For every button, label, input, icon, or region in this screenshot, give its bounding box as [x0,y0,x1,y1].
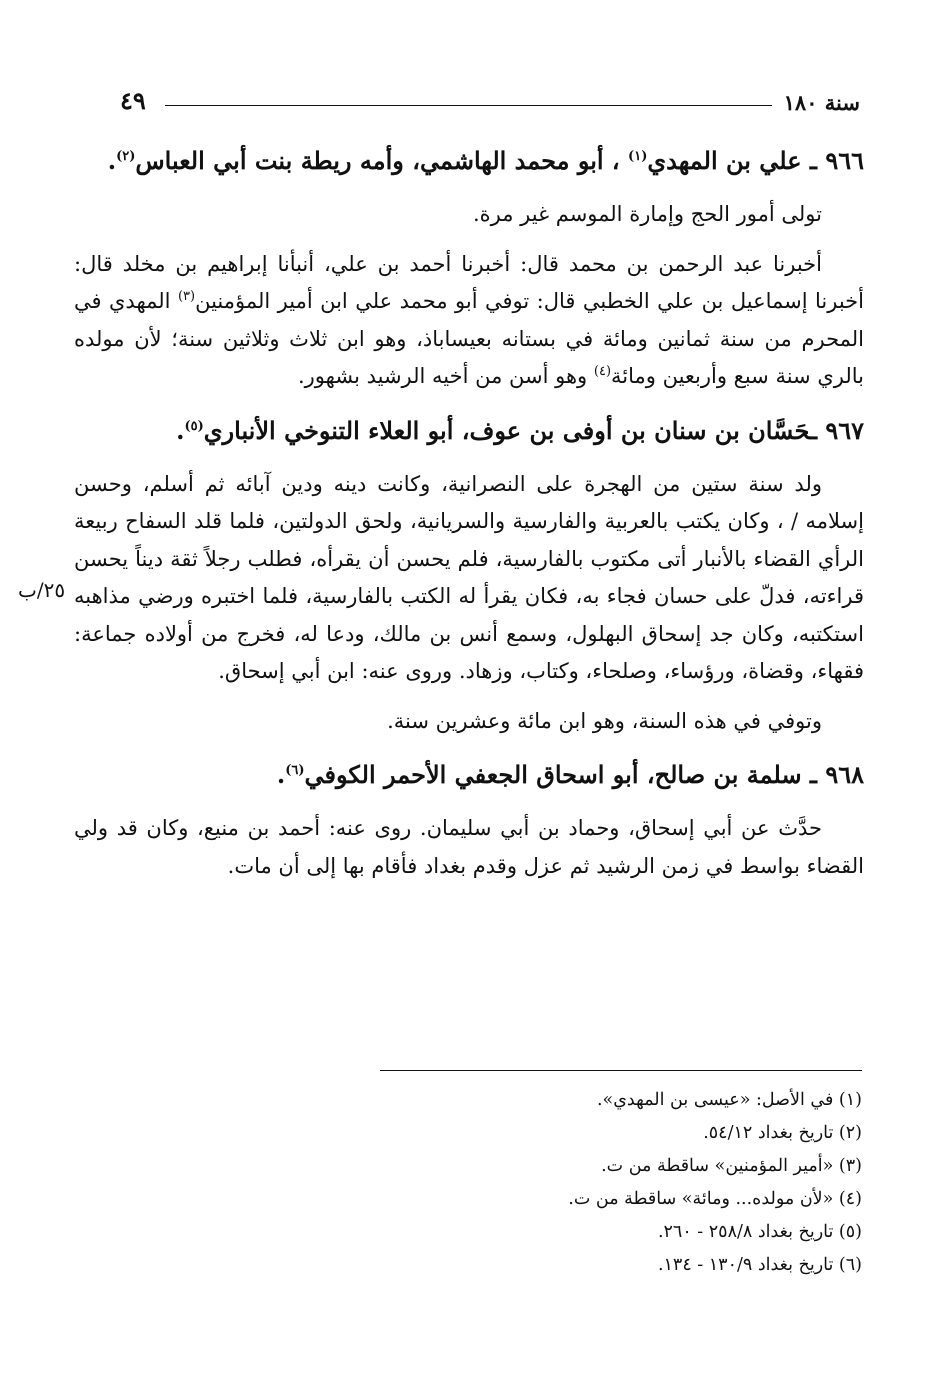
manuscript-folio-note: ٢٥/ب [18,578,66,602]
paragraph: أخبرنا عبد الرحمن بن محمد قال: أخبرنا أحمد بن علي، أنبأنا إبراهيم بن مخلد قال: أخبرنا إسماعيل بن علي الخطبي قال: توفي أبو محمد علي ابن أمير المؤمنين$^{(٣)}$ المهدي في المحرم من سنة ثمانين ومائة في بستانه بعيساباذ، وهو ابن ثلاث وثلاثين سنة؛ لأن مولده بالري سنة سبع وأربعين ومائة$^{(٤)}$ وهو أسن من أخيه الرشيد بشهور. [74,251,864,388]
entry-heading-967: ٩٦٧ ـحَسَّان بن سنان بن أوفى بن عوف، أبو العلاء التنوخي الأنباري$^{(٥)}$. [176,415,864,445]
footnote-ref: (٦) [285,763,305,778]
entry-number: ٩٦٨ [825,760,864,789]
footnote: (٢) تاريخ بغداد ٥٤/١٢. [703,1123,862,1143]
paragraph: حدَّث عن أبي إسحاق، وحماد بن أبي سليمان. روى عنه: أحمد بن منيع، وكان قد ولي القضاء بواسط في زمن الرشيد ثم عزل وقدم بغداد فأقام بها إلى أن مات. [74,816,864,878]
footnote: (٣) «أمير المؤمنين» ساقطة من ت. [601,1156,862,1176]
page-body [74,138,864,899]
footnote-ref: (١) [628,149,648,164]
footnote-separator [380,1070,862,1071]
paragraph: ولد سنة ستين من الهجرة على النصرانية، وكانت دينه ودين آبائه ثم أسلم، وحسن إسلامه / ، وكان يكتب بالعربية والفارسية والسريانية، ولحق الدولتين، فلما قلد السفاح ربيعة الرأي القضاء بالأنبار أتى مكتوب بالفارسية، فلم يحسن أن يقرأه، فطلب رجلاً ثقة ديناً يحسن قراءته، فدلّ على حسان فجاء به، فكان يقرأ له الكتب بالفارسية، فلما اختبره ورضي مذاهبه استكتبه، وكان جد إسحاق البهلول، وسمع أنس بن مالك، ودعا له، فخرج من أولاده جماعة: فقهاء، وقضاة، ورؤساء، وصلحاء، وكتاب، وزهاد. وروى عنه: ابن أبي إسحاق. [74,471,864,683]
footnote-ref: (٢) [116,149,136,164]
footnote-ref: (٤) [593,364,612,379]
entry-heading-968: ٩٦٨ ـ سلمة بن صالح، أبو اسحاق الجعفي الأحمر الكوفي$^{(٦)}$. [276,760,864,789]
header-rule [165,105,772,106]
footnote: (٦) تاريخ بغداد ١٣٠/٩ - ١٣٤. [657,1255,862,1275]
paragraph: تولى أمور الحج وإمارة الموسم غير مرة. [472,202,822,226]
footnote: (٥) تاريخ بغداد ٢٥٨/٨ - ٢٦٠. [657,1222,862,1242]
entry-heading-966: ٩٦٦ ـ علي بن المهدي$^{(١)}$ ، أبو محمد الهاشمي، وأمه ريطة بنت أبي العباس$^{(٢)}$. [107,146,864,175]
entry-name: سلمة بن صالح، أبو اسحاق الجعفي الأحمر الكوفي [304,760,802,789]
footnote: (٤) «لأن مولده... ومائة» ساقطة من ت. [568,1189,862,1209]
entry-number: ٩٦٧ [825,415,864,445]
footnote-ref: (٥) [184,418,204,434]
footnote-ref: (٣) [177,289,196,304]
entry-name: علي بن المهدي [647,146,802,175]
footnotes [302,1084,862,1282]
paragraph: وتوفي في هذه السنة، وهو ابن مائة وعشرين سنة. [387,708,822,733]
entry-name: حَسَّان بن سنان بن أوفى بن عوف، أبو العلاء التنوخي الأنباري [203,415,810,445]
entry-name-rest: ، أبو محمد الهاشمي، وأمه ريطة بنت أبي العباس [135,146,620,175]
footnote: (١) في الأصل: «عيسى بن المهدي». [596,1090,862,1110]
page-number: ٤٩ [120,86,146,115]
entry-number: ٩٦٦ [825,146,864,175]
running-head-year: سنة ١٨٠ [783,90,860,115]
page-header [120,86,860,126]
